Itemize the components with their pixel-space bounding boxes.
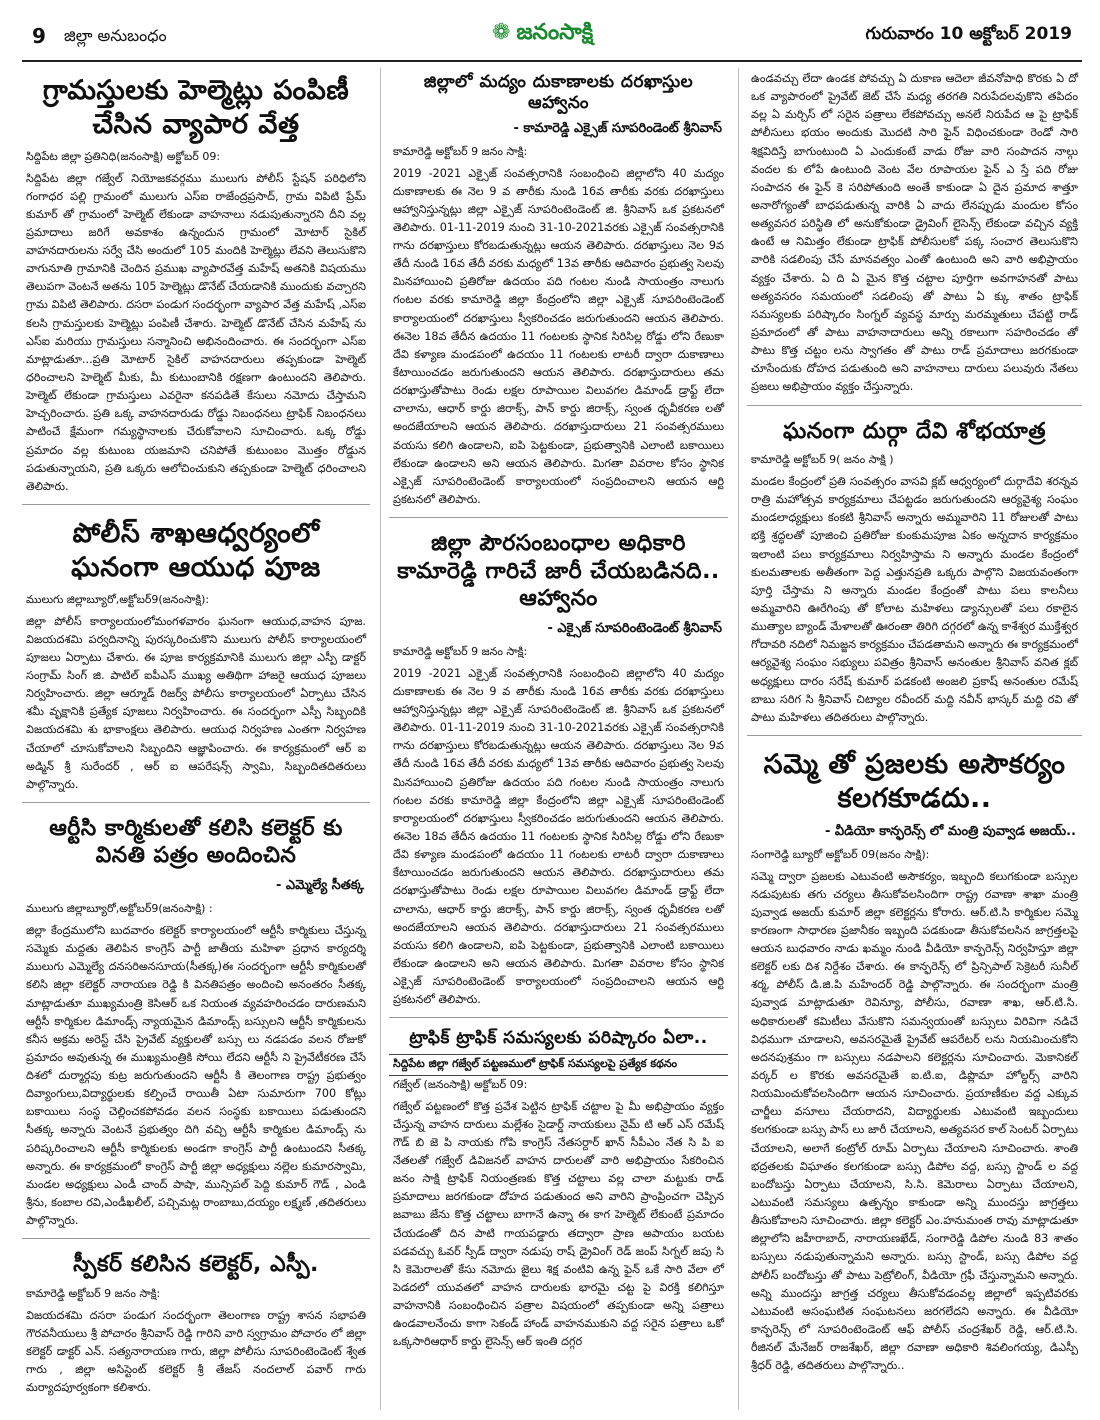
article-strike-inconvenience: [747, 742, 1082, 1377]
divider: [747, 735, 1082, 736]
article-byline: - కామారెడ్డి ఎక్సైజ్ సూపరిండెంట్ శ్రీనివాస్: [513, 120, 722, 136]
article-dateline: కామారెడ్డి అక్టోబర్ 9 జనం సాక్షి:: [26, 1286, 161, 1300]
article-dateline: కామారెడ్డి అక్టోబర్ 9 జనం సాక్షి:: [393, 144, 528, 158]
article-headline: జిల్లా పౌరసంబంధాల అధికారి కామారెడ్డి గారిచే జారీ చేయబడినది.. ఆహ్వానం: [397, 531, 720, 612]
article-traffic-continued: [747, 68, 1082, 399]
article-dateline: సిద్దిపేట జిల్లా ప్రతినిధి(జనంసాక్షి) అక్టోబర్ 09:: [26, 149, 221, 163]
issue-date: గురువారం 10 అక్టోబర్ 2019: [865, 24, 1072, 44]
article-body: ఉండవచ్చు లేదా ఉండక పోవచ్చు ఏ దుకాణ ఆదెలా జీవనోపాధి కొరకు ఏ దో ఒక వ్యాపారంలో ప్రైవేట్ జెట్ చేసే మధ్య తరగతి నిరుపేదలవుకొని తపిదం వల్ల ఏ మర్చిస్ లో సరైన పత్రాలు లేకపోవచ్చు అనలే నిరుపేద ఆ పై ట్రాఫిక్ పోలీసులు భయం అందుకు మొదటి సారి ఫైన్ విధించకుండా రెండో సారి శిక్షవిదిస్తే బాగుంటుంది ఏ ఎందుకంటే వాడు రోజు వారి సంపాదన నాల్గు వందల కు లోపే ఉంటుంది వెంట వేల రూపాయల ఫైన్ ఎ స్తే పది రోజు సంపాదన ఈ ఫైన్ కె సరిపోతుంది అంతే కాకుండా ఏ దైన ప్రమాద శాత్తూ అనారోగ్యంతో బాధపడుతున్న వారికి ఏ వాదు లేనప్పుడు మందుల కోసం అత్యవసర పరిస్థితి లో అనుకోకుండా డ్రైవింగ్ లైసెన్స్ లేకుండా వచ్చిన వ్యక్తి ఉంటే ఆ నిమిత్తం లేకుండా ట్రాఫిక్ పోలీసులకో పక్క సంచార తెలుసుకొని వారికి సడలింపు చేసే మానవత్వం ఎంతో ఉంటుంది అని వారి అభిప్రాయం వ్యక్తం చేశారు. ఏ ది ఏ మైన కొత్త చట్టాల పూర్తిగా అవగాహనతో పాటు అత్యవసరం సమయంలో సడలింపు తో పాటు ఏ క్కు శాతం ట్రాఫిక్ సమస్యలకు పరిష్కారం సింగ్నల్ వ్యవస్థ మార్పు మరమ్మతులు చేపట్టి రాడ్ ప్రమాదంలో తో పాటు వాహనాదారులు అన్ని రకాలుగా సహరించడం తో పాటు కొత్త చట్టం లను స్వాగతం తో పాటు రాడ్ ప్రమాదాలు జరగకుండా చూసేందుకు దోహద పడుతుంది అని వాహనాలు దారులు పలువురు నేతలు ప్రజలు అభిప్రాయం వ్యక్తం చేస్తున్నారు.: [751, 72, 1078, 394]
article-dateline: సంగారెడ్డి బ్యూరో అక్టోబర్ 09(జనం సాక్షి):: [751, 847, 930, 861]
masthead-text: జనంసాక్షి: [516, 20, 594, 45]
section-name: జిల్లా అనుబంధం: [64, 26, 167, 45]
column-1: [22, 68, 370, 1410]
article-dateline: గజ్వేల్ (జనంసాక్షి) అక్టోబర్ 09:: [393, 1077, 528, 1091]
article-byline: - ఎక్సైజ్ సూపరింటెండెంట్ శ్రీనివాస్: [547, 620, 722, 636]
article-byline: - ఎమ్మెల్యే సీతక్క: [276, 877, 364, 893]
newspaper-page: [22, 14, 1082, 1410]
article-headline: గ్రామస్తులకు హెల్మెట్లు పంపిణీ చేసిన వ్యాపార వేత్త: [42, 75, 350, 140]
article-body: గజ్వేల్ పట్టణంలో కొత్త ప్రవేశ పెట్టిన ట్రాఫిక్ చట్టాల పై మీ అభిప్రాయం వ్యక్తం చేస్తున్న వాహన దారులు మల్లేశం సైడార్డ్ నాయకులు నైమ్ టి ఆర్ ఎస్ రమేష్ గౌడ్ బి జె పి నాయకు గోపి కాంగ్రెస్ నేతసర్దార్ ఖాన్ సీపీఎం నేత సి పి ఐ నేతలతో గజ్వేల్ డివిజనల్ వాహన దారులతో వారి అభిప్రాయం సేకరించిన జనం సాక్షి ట్రాఫిక్ నియంత్రణకు కొత్త చట్టాలు వల్ల చాలా మట్టుకు రాడ్ ప్రమాదాలు జరగకుండా దోహద పడుతుంద అని వారిని ప్రాంప్రించగా చెప్పిన జవాబు జేను కొత్త చట్టాలు బాగానే ఉన్నా ఈ కాగ హెల్మెట్ లేకుంటే ప్రమాదం చేయడంతో దిన పాటి గాయపడ్డారు తద్వారా ప్రాణ అపాయం బయట పడవచ్చు ఓవర్ స్పీడ్ ద్వారా నడుపు రాష్ డ్రైవింగ్ రెడ్ జంప్ సిగ్నల్ జపు సి సి కెమెరాలతో కేసు నమోదు జైలు శిక్ష వంటివి ఉన్న ఫైన్ ఒకే సారి వేలా లో పెడదలో యువతలో వాహన దారులకు భారమై చట్ట పై విరక్తి కలిగిస్తూ వాహనానికి సంబంధించిన పత్రాల విషయంలో తప్పకుండా అన్ని పత్రాలు ఉండవాలనేంచు కాగా సెకండ్ హాండ్ వాహనముకుని వద్ద సరైన పత్రాలు ఒకో ఒక్కసారిఆధార్ కార్డు లైసెన్స్ ఆర్ ఇంతి దగ్గర: [393, 1099, 724, 1349]
article-body: సమ్మె ద్వారా ప్రజలకు ఎటువంటి అసౌకర్యం, ఇబ్బంది కలుగకుండా బస్సుల నడుపుటకు తగు చర్యలు తీసుకోవలసిందిగా రాష్ట్ర రవాణా శాఖా మంత్రి పువ్వాడ అజయ్ కుమార్ జిల్లా కలెక్టర్లను కోరారు. ఆర్.టి.సి కార్మికుల సమ్మె కారణంగా సాధారణ ప్రజానీకం ఇబ్బంది పడకుండా తీసుకోవలసిన జాగ్రత్తలపై ఆయన బుధవారం నాడు ఖమ్మం నుండి వీడియో కాన్ఫరెన్స్ నిర్వహిస్తూ జిల్లా కలెక్టర్ లకు దిశ నిర్దేశం చేశారు. ఈ కాన్ఫరెన్స్ లో ప్రిన్సిపాల్ సెక్రెటరీ సునీల్ శర్మ, పోలీస్ డి.జి.పి మహేందర్ రెడ్డి పాల్గొన్నారు. ఈ సందర్భంగా మంత్రి పువ్వాడ మాట్లాడుతూ రెవిన్యూ, పోలీసు, రవాణా శాఖ, ఆర్.టి.సి. అధికారులతో కమిటీలు వేసుకొని సమన్వయంతో బస్సులు విరివిగా నడిచే విధముగా చూడాలని, అవసరమైతే ప్రైవేట్ ఆపరేటర్ లను నియమించుకోని అదనపుశ్రమం గా బస్సులు నడపాలని కలెక్టర్లను సూచించారు. మెకానికల్ వర్కర్ ల కొరకు అవసరమైతే ఐ.టి.ఐ, డిప్లొమా హోల్డర్స్ వారిని నియమించుకోవలసిందిగా ఆయన సూచించారు. ప్రయాణీకుల వద్ద ఎక్కువ చార్జీలు వసూలు చేయరాదని, విద్యార్థులకు ఎటువంటి ఇబ్బందులు కలగకుండా బస్సు పాస్ లు జారీ చేయాలని, అత్యవసర కాల్ సెంటర్ ఏర్పాటు చేయాలని, అలాగే కంట్రోల్ రూమ్ ఏర్పాటు చేయాలని సూచించారు. శాంతి భద్రతలకు విఘాతం కలగకుండా బస్సు డిపోల వద్ద, బస్సు స్టాండ్ ల వద్ద బందోబస్తు ఏర్పాటు చేయాలని, సి.సి. కెమెరాలు ఏర్పాటు చేయాలని, ఎటువంటి సమస్యలు ఉత్పన్నం కాకుండా అన్ని ముందస్తు జాగ్రత్తలు తీసుకోవాలని సూచించారు. జిల్లా కలెక్టర్ ఎం.హనుమంత రావు మాట్లాడుతూ జిల్లాలోని జహీరాబాద్, నారాయణఖేడ్, సంగారెడ్డి డిపోల నుండి 83 శాతం బస్సులు నడుపుతున్నామని అన్నారు. బస్సు స్టాండ్, బస్సు డిపోల వద్ద పోలీస్ బందోబస్తు తో పాటు పెట్రోలింగ్, వీడియో గ్రఫీ చేస్తున్నామని అన్నారు. అన్ని ముందస్తు జాగ్రత్త చర్యలు తీసుకోవడంవల్ల జిల్లాలో ఇప్పటివరకు ఎటువంటి అసంఘటిత సంఘటనలు జరగలేదని అన్నారు. ఈ వీడియో కాన్ఫరెన్స్ లో సూపరింటెండెంట్ ఆఫ్ పోలీస్ చంద్రశేఖర్ రెడ్డి, ఆర్.టి.సి. రీజినల్ మేనేజర్ రాజశేఖర్, జిల్లా రవాణా అధికారి శివలింగయ్య, డిఎస్పీ శ్రీధర్ రెడ్డి, తదితరులు పాల్గొన్నారు..: [751, 869, 1078, 1373]
article-headline: ఆర్టీసి కార్మికులతో కలిసి కలెక్టర్ కు వినతి పత్రం అందించిన: [49, 815, 343, 869]
column-3: [738, 68, 1082, 1410]
article-dateline: ములుగు జిల్లాబ్యూరో,అక్టోబర్9(జనంసాక్షి):: [26, 592, 210, 606]
article-headline: ఘనంగా దుర్గా దేవి శోభయాత్ర: [783, 418, 1046, 444]
page-header: [22, 14, 1082, 62]
divider: [389, 1017, 728, 1018]
article-durga-procession: [747, 412, 1082, 729]
article-body: సిద్దిపేట జిల్లా గజ్వేల్ నియోజకవర్గము ములుగు పోలీస్ స్టేషన్ పరిధిలోని గంగాధర పల్లి గ్రామంలో ములుగు ఎస్ఐ రాజేంద్రప్రసాద్, గ్రామ విపిటి ప్రేమ్ కుమార్ తో గ్రామంలో హెల్మెట్ లేకుండా వాహనాలు నడుపుతున్నారని దీని వల్ల ప్రమాదాలు జరిగే అవకాశం ఉన్నందున గ్రామంలో మోటార్ సైకిల్ వాహనదారులను సర్వే చేసి అందులో 105 మందికి హెల్మెట్లు లేవని తెలుసుకొని వాగునూతి గ్రామానికి చెందిన ప్రముఖ వ్యాపారవేత్త మహేష్ అతనికి విషయము తెలుపగా వెంటనే అతను 105 హెల్మెట్లు డొనేట్ చేయడానికి ముందుకు వచ్చారని గ్రామ విపిటి తెలిపారు. దసరా పండుగ సందర్భంగా వ్యాపార వేత్త మహేష్ ,ఎస్ఐ కలసి గ్రామస్తులకు హెల్మెట్లు పంపిణీ చేశారు. హెల్మెట్ డొనేట్ చేసిన మహేష్ ను ఎస్ఐ మరియు గ్రామస్తులు సన్మానించి అభినందించారు. ఈ సందర్భంగా ఎస్ఐ మాట్లాడుతూ...ప్రతి మోటార్ సైకిల్ వాహనదారులు తప్పకుండా హెల్మెట్ ధరించాలని హెల్మెట్ మీకు, మీ కుటుంబానికి రక్షణగా ఉంటుందని తెలిపారు. హెల్మెట్ లేకుండా గ్రామస్తులు ఎవరైనా కనపడితే కేసులు నమోదు చేస్తామని హెచ్చరించారు. ప్రతి ఒక్క వాహనదారుడు రోడ్డు నిబంధనలు ట్రాఫిక్ నిబంధనలు పాటించే క్షేమంగా గమ్యస్థానాలకు చేరుకోవాలని సూచించారు. ఒక్క రోడ్డు ప్రమాదం వల్ల కుటుంబ యజమాని చనిపోతే కుటుంబం మొత్తం రోడ్డున పడుతున్నాయని, ప్రతి ఒక్కరు ఆలోచించుకుని తప్పకుండా హెల్మెట్ ధరించాలని తెలిపారు.: [26, 171, 366, 493]
article-subhead: సిద్దిపేట జిల్లా గజ్వేల్ పట్టణములో ట్రాఫిక్ సమస్యలపై ప్రత్యేక కథనం: [389, 1054, 728, 1076]
article-body: జిల్లా పోలీస్ కార్యాలయంలోమంగళవారం ఘనంగా ఆయుధ,వాహన పూజ. విజయదశమి పర్వదినాన్ని పురస్కరించుకొని ములుగు పోలీస్ కార్యాలయంలో పూజలు ఏర్పాటు చేశారు. ఈ పూజ కార్యక్రమానికి ములుగు జిల్లా ఎస్పీ డాక్టర్ సంగ్రామ్ సింగ్ జి. పాటిల్ ఐపీఎస్ ముఖ్య అతిథిగా హాజరై ఆయుధ పూజలు నిర్వహించారు. జిల్లా ఆర్మూడ్ రిజర్వ్ పోలీసు కార్యాలయంలో ఏర్పాటు చేసిన శమీ వృక్షానికి ప్రత్యేక పూజలు నిర్వహించారు. ఈ సందర్భంగా ఎస్పీ సిబ్బందికి విజయదశమి శు భాకాంక్షలు తెలిపారు. ఆయుధ నిర్వహణ ఎంతగా నిర్వహణ చేయాలో చూసుకోవాలని సిబ్బందిని ఆజ్ఞాపించారు. ఈ కార్యక్రమంలో ఆర్ ఐ అడ్మిన్ శ్రీ సురేందర్ , ఆర్ ఐ ఆపరేషన్స్ స్వామి, సిబ్బందితదితరులు పాల్గొన్నారు.: [26, 614, 366, 791]
article-body: 2019 -2021 ఎక్సైజ్ సంవత్సరానికి సంబంధించి జిల్లాలోని 40 మద్యం దుకాణాలకు ఈ నెల 9 వ తారీకు నుండి 16వ తారీకు వరకు దరఖాస్తులు ఆహ్వానిస్తున్నట్లు జిల్లా ఎక్సైజ్ సూపరింటెండెంట్ జి. శ్రీనివాస్ ఒక ప్రకటనలో తెలిపారు. 01-11-2019 నుంచి 31-10-2021వరకు ఎక్సైజ్ సంవత్సరానికి గాను దరఖాస్తులు కోరబడుతున్నట్లు ఆయన తెలిపారు. దరఖాస్తులు నెల 9వ తేదీ నుండి 16వ తేదీ వరకు మధ్యలో 13వ తారీకు ఆదివారం ప్రభుత్వ సెలవు మినహాయించి ప్రతిరోజు ఉదయం పది గంటల నుండి సాయంత్రం నాలుగు గంటల వరకు కామారెడ్డి జిల్లా కేంద్రంలోని జిల్లా ఎక్సైజ్ సూపరింటెండెంట్ కార్యాలయంలో దరఖాస్తులు స్వీకరించడం జరుగుతుందని ఆయన తెలిపారు. ఈనెల 18వ తేదీన ఉదయం 11 గంటలకు స్థానిక సిరిసిల్ల రోడ్డు లోని రేణుకా దేవి కళ్యాణ మండపంలో ఉదయం 11 గంటలకు లాటరీ ద్వారా దుకాణాలు కేటాయించడం జరుగుతుందని ఆయన తెలిపారు. దరఖాస్తుదారులు తమ దరఖాస్తుతోపాటు రెండు లక్షల రూపాయిల విలువగల డిమాండ్ డ్రాఫ్ట్ లేదా చాలాను, ఆధార్ కార్డు జిరాక్స్, పాన్ కార్డు జిరాక్స్, స్వంత ధృవీకరణ లతో అందజేయాలని ఆయన తెలిపారు. దరఖాస్తుదారులు 21 సంవత్సరములు వయసు కలిగి ఉండాలని, ఐపి పెట్టకుండా, ప్రభుత్వానికి ఎలాంటి బకాయిలు లేకుండా ఉండాలని అని ఆయన తెలిపారు. మిగతా వివరాల కోసం స్థానిక ఎక్సైజ్ సూపరింటెండెంట్ కార్యాలయంలో సంప్రదించాలని ఆయన ఆర్టి ప్రకటనలో తెలిపారు.: [393, 666, 724, 1007]
article-headline: ట్రాఫిక్ ట్రాఫిక్ సమస్యలకు పరిష్కారం ఏలా..: [409, 1028, 708, 1049]
article-byline: - వీడియో కాన్ఫరెన్స్ లో మంత్రి పువ్వాడ అజయ్..: [825, 823, 1076, 839]
column-2: [380, 68, 728, 1410]
article-headline: జిల్లాలో మద్యం దుకాణాలకు దరఖాస్తుల ఆహ్వానం: [423, 72, 694, 114]
leaf-icon: ❁: [492, 20, 511, 45]
divider: [747, 405, 1082, 406]
page-number: 9: [32, 24, 46, 48]
article-dateline: కామారెడ్డి అక్టోబర్ 9( జనం సాక్షి ): [751, 453, 894, 467]
divider: [22, 802, 370, 803]
article-body: 2019 -2021 ఎక్సైజ్ సంవత్సరానికి సంబంధించి జిల్లాలోని 40 మద్యం దుకాణాలకు ఈ నెల 9 వ తారీకు నుండి 16వ తారీకు వరకు దరఖాస్తులు ఆహ్వానిస్తున్నట్లు జిల్లా ఎక్సైజ్ సూపరింటెండెంట్ జి. శ్రీనివాస్ ఒక ప్రకటనలో తెలిపారు. 01-11-2019 నుంచి 31-10-2021వరకు ఎక్సైజ్ సంవత్సరానికి గాను దరఖాస్తులు కోరబడుతున్నట్లు ఆయన తెలిపారు. దరఖాస్తులు నెల 9వ తేదీ నుండి 16వ తేదీ వరకు మధ్యలో 13వ తారీకు ఆదివారం ప్రభుత్వ సెలవు మినహాయించి ప్రతిరోజు ఉదయం పది గంటల నుండి సాయంత్రం నాలుగు గంటల వరకు కామారెడ్డి జిల్లా కేంద్రంలోని జిల్లా ఎక్సైజ్ సూపరింటెండెంట్ కార్యాలయంలో దరఖాస్తులు స్వీకరించడం జరుగుతుందని ఆయన తెలిపారు. ఈనెల 18వ తేదీన ఉదయం 11 గంటలకు స్థానిక సిరిసిల్ల రోడ్డు లోని రేణుకా దేవి కళ్యాణ మండపంలో ఉదయం 11 గంటలకు లాటరీ ద్వారా దుకాణాలు కేటాయించడం జరుగుతుందని ఆయన తెలిపారు. దరఖాస్తుదారులు తమ దరఖాస్తుతోపాటు రెండు లక్షల రూపాయిల విలువగల డిమాండ్ డ్రాఫ్ట్ లేదా చాలాను, ఆధార్ కార్డు జిరాక్స్, పాన్ కార్డు జిరాక్స్, స్వంత ధృవీకరణ లతో అందజేయాలని ఆయన తెలిపారు. దరఖాస్తుదారులు 21 సంవత్సరములు వయసు కలిగి ఉండాలని, ఐపి పెట్టకుండా, ప్రభుత్వానికి ఎలాంటి బకాయిలు లేకుండా ఉండాలని అని ఆయన తెలిపారు. మిగతా వివరాల కోసం స్థానిక ఎక్సైజ్ సూపరింటెండెంట్ కార్యాలయంలో సంప్రదించాలని ఆయన ఆర్టి ప్రకటనలో తెలిపారు.: [393, 166, 724, 507]
article-headline: స్పీకర్ కలిసిన కలెక్టర్, ఎస్పీ.: [73, 1252, 319, 1278]
article-helmets: [22, 68, 370, 498]
article-dateline: ములుగు జిల్లాబ్యూరో,అక్టోబర్9(జనంసాక్షి) :: [26, 901, 213, 915]
article-body: విజయదశమి దసరా పండుగ సందర్భంగా తెలంగాణ రాష్ట్ర శాసన సభాపతి గౌరవనీయులు శ్రీ పోచారం శ్రీనివాస్ రెడ్డి గారిని వారి స్వగ్రామం పోచారం లో జిల్లా కలెక్టర్ డాక్టర్ ఎన్. సత్యనారాయణ గారు, జిల్లా పోలీసు సూపరింటెండెంట్ శ్వేత గారు , జిల్లా అసిస్టెంట్ కలెక్టర్ శ్రీ తేజస్ నందలాల్ పవార్ గారు మర్యాదపూర్వకంగా కలిశారు.: [26, 1308, 366, 1395]
article-headline: పోలీస్ శాఖఆధ్వర్యంలో ఘనంగా ఆయుధ పూజ: [71, 518, 321, 583]
article-rtc-memorandum: [22, 809, 370, 1232]
article-ayudha-pooja: [22, 511, 370, 796]
article-liquor-shops: [389, 68, 728, 511]
article-body: జిల్లా కేంద్రములోని బుదవారం కలెక్టర్ కార్యాలయంలో ఆర్టీసీ కార్మికులు చేస్తున్న సమ్మెకు మద్దతు తెలిపిన కాంగ్రెస్ పార్టీ జాతీయ మహిళా ప్రధాన కార్యదర్శి ములుగు ఎమ్మెల్యే దనసరిఅనసూయ(సీతక్క)ఈ సందర్భంగా ఆర్టీసీ కార్మికులతో కలిసి జిల్లా కలెక్టర్ నారాయణ రెడ్డి కి వినతిపత్రం అందించి అనంతరం సీతక్క మాట్లాడుతూ ముఖ్యమంత్రి కెసిఆర్ ఒక నియంత వ్యవహరించడం దారుణమని ఆర్టీసీ కార్మికుల డిమాండ్స్ న్యాయమైన డిమాండ్స్ బస్సులని ఆర్టీసీ కార్మికులను కనీస అక్రమ అరెస్ట్ చేసి ప్రైవేట్ వ్యక్తులతో బస్సు లు నడపడం వలన రోజుకో ప్రమాదం అవుతున్న ఈ ముఖ్యమంత్రికి సోయి లేదని ఆర్టీసీ ని ప్రైవేటీకరణ చేసే దిశలో దుర్మార్గపు కుట్ర జరుగుతుందని ఆర్టీసీ కి తెలంగాణ రాష్ట్ర ప్రభుత్వం దివ్యాంగులు,విద్యార్థులకు కల్పించే రాయితీ ఏటా సుమారుగా 700 కోట్లు బకాయిలు సంస్థ చెల్లించకపోవడం వలన సంస్థకు బకాయిలు పడుతుందని సీతక్క అన్నారు వెంటనే ప్రభుత్వం దిగి వచ్చి ఆర్టీసీ కార్మికుల డిమాండ్స్ ను పరిష్కరించాలని ఆర్టీసీ కార్మికులకు అండగా కాంగ్రెస్ పార్టీ ఉంటుందని సీతక్క అన్నారు. ఈ కార్యక్రమంలో కాంగ్రెస్ పార్టీ జిల్లా అధ్యక్షులు నల్లెల కుమారస్వామి, మండల అధ్యక్షులు ఎండీ చాంద్ పాషా, మున్సిపల్ పెద్ది కుమార్ గౌడ్ , ఎండి శ్రీను, కంబాల రవి,ఎండీఖలీల్, పచ్చిమట్ల రాంబాబు,దయ్యం లక్ష్మణ్ ,తదితరులు పాల్గొన్నారు.: [26, 923, 366, 1228]
divider: [389, 517, 728, 518]
article-pro-notice: [389, 524, 728, 1011]
article-speaker-meet: [22, 1245, 370, 1399]
article-headline: సమ్మె తో ప్రజలకు అసౌకర్యం కలగకూడదు..: [763, 749, 1066, 814]
article-body: మండల కేంద్రంలో ప్రతి సంవత్సరం వాసవి క్లబ్ ఆధ్వర్యంలో దుర్గాదేవి శరన్నవ రాత్రి మహోత్సవ కార్యక్రమాలు చేపట్టడం జరుగుతుందని ఆర్యవైశ్య సంఘం మండలాధ్యక్షులు కంకటి శ్రీనివాస్ అన్నారు అమ్మవారిని 11 రోజులతో పాటు భక్తి శ్రద్ధలతో పూజించి ప్రతిరోజు కుంకుమపూజ ఏకం అన్నదాన కార్యక్రమం ఇలాంటి పలు కార్యక్రమాలు నిర్వహిస్తామ ని అన్నారు మండల కేంద్రంలో కులమతాలకు అతీతంగా పెద్ద ఎత్తునప్రతి ఒక్కరు పాల్గొని విజయవంతంగా పూర్తి చేస్తామ ని అన్నారు మండల కేంద్రంతో పాటు పలు కాలనీలు అమ్మవారిని ఊరేగింపు తో కోలాట మహిళలు డ్యాన్సులతో పలు రకాలైన ముత్యాల బ్యాండ్ మేళాలతో ఊరంతా తిరిగి దగ్గరలో ఉన్న కాశేశ్వర ముక్తేశ్వర గోదావరి నదిలో నిమజ్జన కార్యక్రమం చేపడతామని అన్నారు ఈ కార్యక్రమంలో ఆర్యవైశ్య సంఘం సభ్యులు పవిత్రం శ్రీనివాస్ అనంతుల శ్రీనివాస్ వనిత క్లబ్ అధ్యక్షులు దారం సరేష్ కుమార్ పడకంటి అంజలి ప్రకాష్ అనంతుల రమేష్ బాబు సరిగ సి శ్రీనివాస్ చిట్యాల రవీందర్ మద్ది నవీన్ భాస్కర్ మద్ది రవి తో పాటు మహిళలు తదితరులు పాల్గొన్నారు.: [751, 475, 1078, 724]
divider: [22, 1238, 370, 1239]
article-dateline: కామారెడ్డి అక్టోబర్ 9 జనం సాక్షి:: [393, 644, 528, 658]
divider: [22, 504, 370, 505]
article-traffic: [389, 1024, 728, 1353]
masthead-logo: [492, 20, 593, 50]
